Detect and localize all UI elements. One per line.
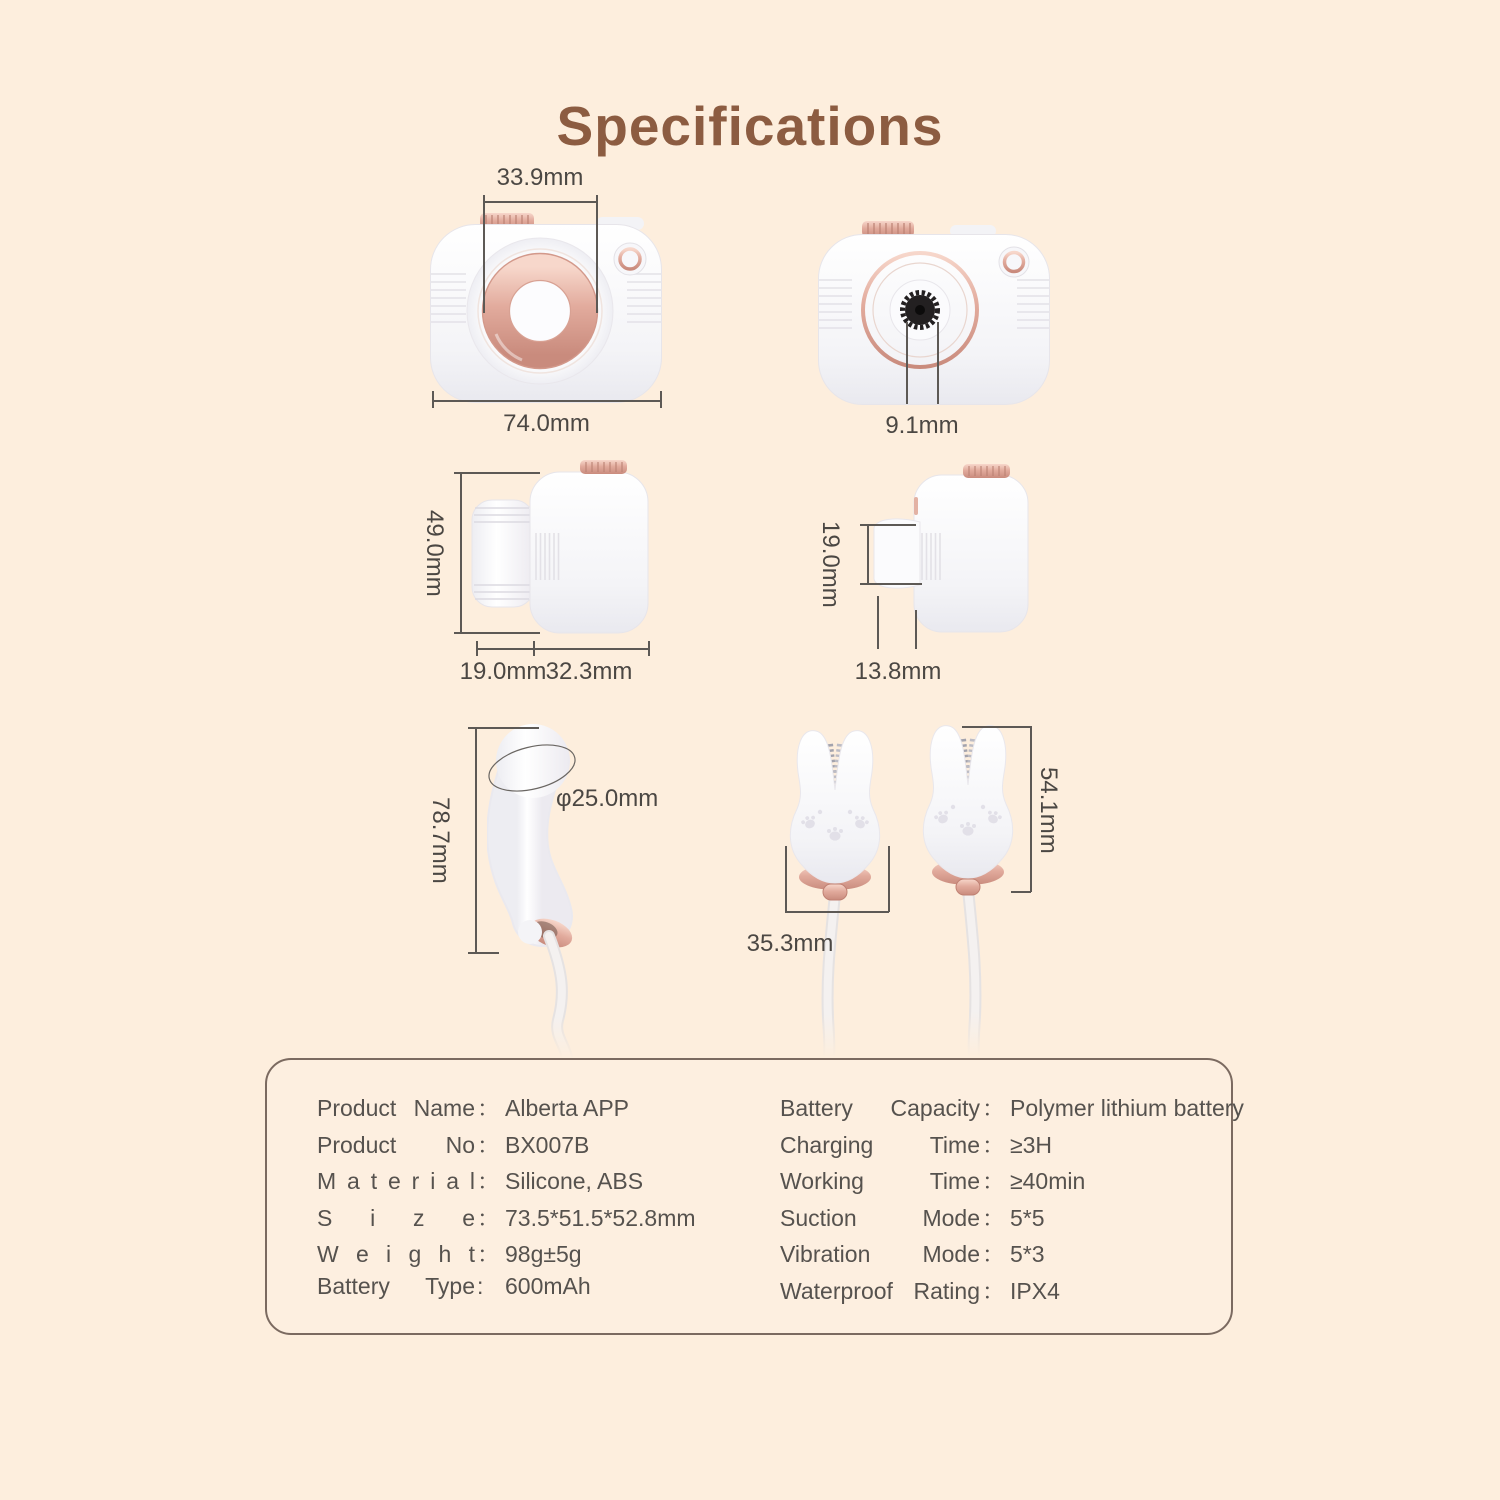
spec-label: Suction Mode bbox=[780, 1204, 980, 1231]
spec-table-left-column bbox=[317, 1090, 696, 1310]
dim-label-clamp-width: 35.3mm bbox=[746, 930, 834, 957]
shell-tip bbox=[518, 920, 542, 944]
cable-connector bbox=[823, 884, 847, 900]
camera-side-nozzle-view-illustration bbox=[858, 452, 1033, 644]
spec-colon: ： bbox=[982, 1095, 1005, 1121]
spec-row-vibration-mode bbox=[780, 1236, 1244, 1273]
dim-label-egg-diameter: φ25.0mm bbox=[556, 785, 659, 812]
spec-value: BX007B bbox=[505, 1131, 590, 1158]
dim-label-egg-length: 78.7mm bbox=[427, 796, 454, 884]
dimension-tick bbox=[432, 391, 434, 408]
dimension-extension-line bbox=[596, 195, 598, 313]
spec-label: Product Name bbox=[317, 1095, 475, 1121]
spec-label: Charging Time bbox=[780, 1131, 980, 1158]
dim-label-lens-depth: 19.0mm bbox=[459, 658, 547, 685]
dimension-tick bbox=[962, 726, 1031, 728]
spec-colon: ： bbox=[477, 1241, 500, 1268]
spec-label: Vibration Mode bbox=[780, 1241, 980, 1268]
dim-label-nozzle-diameter: 9.1mm bbox=[885, 412, 959, 439]
bunny-body bbox=[923, 726, 1012, 878]
egg-body bbox=[496, 724, 570, 916]
dimension-tick bbox=[660, 391, 662, 408]
cable-fadeout bbox=[915, 1011, 1021, 1057]
dimension-line bbox=[785, 911, 889, 913]
spec-colon: ： bbox=[477, 1131, 500, 1158]
bunny-clamp-front-illustration bbox=[782, 722, 888, 1058]
spec-label: W e i g h t bbox=[317, 1241, 475, 1268]
spec-colon: ： bbox=[982, 1131, 1005, 1158]
flash-button bbox=[614, 243, 646, 275]
dimension-line bbox=[867, 524, 869, 584]
spec-value: ≥3H bbox=[1010, 1131, 1053, 1158]
camera-front-view-illustration bbox=[430, 212, 663, 404]
spec-value: Polymer lithium battery bbox=[1010, 1095, 1244, 1121]
spec-value: 73.5*51.5*52.8mm bbox=[505, 1204, 696, 1231]
spec-row-suction-mode bbox=[780, 1200, 1244, 1237]
page-title: Specifications bbox=[556, 95, 944, 157]
dimension-line bbox=[475, 727, 477, 953]
spec-label: Product No bbox=[317, 1131, 475, 1158]
dimension-line bbox=[1030, 726, 1032, 892]
cable-connector bbox=[956, 879, 980, 895]
cable-fadeout bbox=[782, 1014, 888, 1058]
spec-value: 5*5 bbox=[1010, 1204, 1045, 1231]
spec-colon: ： bbox=[477, 1095, 500, 1121]
lens bbox=[467, 238, 613, 384]
spec-colon: ： bbox=[982, 1204, 1005, 1231]
spec-label: Waterproof Rating bbox=[780, 1277, 980, 1304]
flash-button bbox=[999, 247, 1029, 277]
spec-row-size bbox=[317, 1200, 696, 1237]
lens-ring-edge bbox=[914, 497, 918, 515]
spec-row-battery-capacity bbox=[780, 1090, 1244, 1127]
dimension-line bbox=[476, 648, 649, 650]
spec-value: 600mAh bbox=[505, 1272, 591, 1299]
bunny-clamp-side-illustration bbox=[915, 717, 1021, 1057]
spec-label: Battery Capacity bbox=[780, 1095, 980, 1121]
bunny-body bbox=[790, 731, 879, 883]
dim-label-front-width: 74.0mm bbox=[503, 410, 590, 437]
dim-label-top-width: 33.9mm bbox=[496, 164, 584, 191]
spec-row-battery-type bbox=[317, 1273, 696, 1310]
dimension-tick bbox=[860, 524, 916, 526]
dimension-extension-line bbox=[877, 596, 879, 649]
spec-colon: : bbox=[477, 1272, 484, 1299]
spec-row-weight bbox=[317, 1236, 696, 1273]
camera-front-suction-view-illustration bbox=[818, 220, 1051, 406]
spec-label: Battery Type bbox=[317, 1272, 475, 1299]
dim-label-side-height: 49.0mm bbox=[421, 509, 448, 597]
dimension-extension-line bbox=[785, 846, 787, 912]
dimension-tick bbox=[454, 632, 540, 634]
spec-colon: ： bbox=[982, 1168, 1005, 1195]
spec-colon: ： bbox=[982, 1277, 1005, 1304]
spec-value: 98g±5g bbox=[505, 1241, 582, 1268]
dimension-extension-line bbox=[483, 195, 485, 313]
dimension-tick bbox=[468, 952, 499, 954]
dimension-tick bbox=[468, 727, 539, 729]
spec-value: ≥40min bbox=[1010, 1168, 1086, 1195]
dimension-extension-line bbox=[937, 322, 939, 404]
spec-label: S i z e bbox=[317, 1204, 475, 1231]
spec-colon: ： bbox=[982, 1241, 1005, 1268]
spec-row-product-name bbox=[317, 1090, 696, 1127]
cable-fadeout bbox=[487, 1016, 647, 1060]
spec-row-charging-time bbox=[780, 1127, 1244, 1164]
dim-label-nozzle-height: 19.0mm bbox=[817, 521, 844, 608]
dimension-extension-line bbox=[906, 322, 908, 404]
dimension-tick bbox=[454, 472, 540, 474]
egg-vibrator-illustration bbox=[487, 724, 647, 1060]
spec-value: 5*3 bbox=[1010, 1241, 1045, 1268]
lens-barrel bbox=[472, 500, 534, 607]
dimension-tick bbox=[648, 641, 650, 656]
dimension-tick bbox=[533, 641, 535, 656]
spec-label: Working Time bbox=[780, 1168, 980, 1195]
spec-row-product-no bbox=[317, 1127, 696, 1164]
spec-value: IPX4 bbox=[1010, 1277, 1060, 1304]
dimension-line bbox=[483, 201, 597, 203]
camera-side-view-illustration bbox=[455, 452, 655, 644]
dim-label-nozzle-depth: 13.8mm bbox=[854, 658, 942, 685]
spec-row-working-time bbox=[780, 1163, 1244, 1200]
dimension-extension-line bbox=[888, 846, 890, 912]
dimension-line bbox=[432, 400, 661, 402]
camera-body bbox=[530, 472, 648, 633]
dimension-tick bbox=[476, 641, 478, 656]
dimension-extension-line bbox=[915, 610, 917, 649]
spec-label: M a t e r i a l bbox=[317, 1168, 475, 1195]
spec-colon: ： bbox=[477, 1168, 500, 1195]
spec-table-right-column bbox=[780, 1090, 1244, 1310]
dimension-tick bbox=[860, 583, 922, 585]
suction-nozzle bbox=[874, 519, 920, 588]
spec-colon: ： bbox=[477, 1204, 500, 1231]
dimension-tick bbox=[1011, 891, 1031, 893]
spec-value: Silicone, ABS bbox=[505, 1168, 644, 1195]
spec-value: Alberta APP bbox=[505, 1095, 630, 1121]
spec-row-material bbox=[317, 1163, 696, 1200]
spec-row-waterproof-rating bbox=[780, 1273, 1244, 1310]
dim-label-clamp-height: 54.1mm bbox=[1035, 766, 1062, 854]
dim-label-body-depth: 32.3mm bbox=[545, 658, 633, 685]
dimension-line bbox=[460, 472, 462, 633]
